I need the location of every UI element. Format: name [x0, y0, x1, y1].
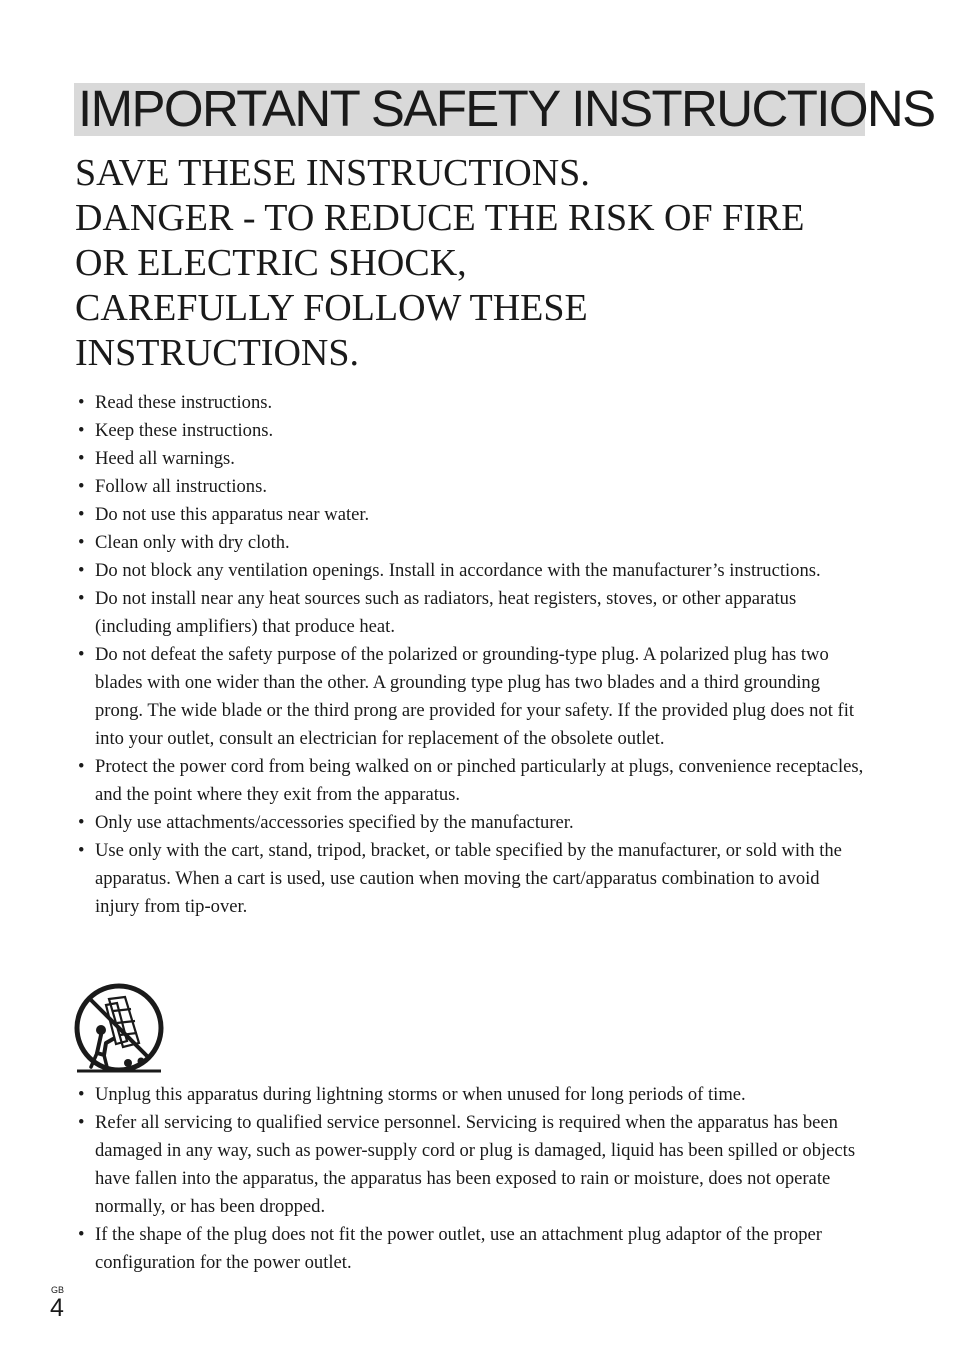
bullet: • — [78, 448, 85, 469]
list-item — [78, 641, 868, 753]
list-item-text: Refer all servicing to qualified service personnel. Servicing is required when the apparatus has been damaged in any way, such as power-supply cord or plug is damaged, liquid has been spilled or objects have fallen into the apparatus, the apparatus has been exposed to rain or moisture, does not operate normally, or has been dropped. — [95, 1112, 856, 1217]
subheading-line: CAREFULLY FOLLOW THESE — [75, 287, 588, 329]
list-item — [78, 1109, 868, 1221]
bullet: • — [78, 1084, 85, 1105]
list-item — [78, 389, 868, 417]
bullet: • — [78, 588, 85, 609]
bullet: • — [78, 392, 85, 413]
list-item-text: Do not block any ventilation openings. Install in accordance with the manufacturer’s instructions. — [95, 560, 821, 581]
cart-tip-over-warning-icon — [73, 983, 165, 1075]
list-item-text: Unplug this apparatus during lightning storms or when unused for long periods of time. — [95, 1084, 746, 1105]
bullet: • — [78, 476, 85, 497]
instruction-list-2 — [78, 1081, 868, 1277]
list-item-text: Protect the power cord from being walked on or pinched particularly at plugs, convenience receptacles, and the point where they exit from the apparatus. — [95, 756, 864, 805]
subheading-line: SAVE THESE INSTRUCTIONS. — [75, 152, 590, 194]
list-item — [78, 557, 868, 585]
subheading-line: INSTRUCTIONS. — [75, 332, 359, 374]
list-item — [78, 417, 868, 445]
bullet: • — [78, 420, 85, 441]
list-item — [78, 445, 868, 473]
instruction-list-1 — [78, 389, 868, 921]
bullet: • — [78, 840, 85, 861]
list-item — [78, 1081, 868, 1109]
list-item-text: Only use attachments/accessories specified by the manufacturer. — [95, 812, 574, 833]
page-title: IMPORTANT SAFETY INSTRUCTIONS — [78, 80, 935, 137]
region-code: GB — [51, 1285, 65, 1295]
subheading-line: OR ELECTRIC SHOCK, — [75, 242, 467, 284]
list-item-text: Use only with the cart, stand, tripod, bracket, or table specified by the manufacturer, or sold with the apparatus. When a cart is used, use caution when moving the cart/apparatus combination to avoid injury from tip-over. — [95, 840, 842, 917]
bullet: • — [78, 532, 85, 553]
list-item-text: Clean only with dry cloth. — [95, 532, 290, 553]
list-item — [78, 1221, 868, 1277]
list-item — [78, 501, 868, 529]
list-item — [78, 837, 868, 921]
list-item — [78, 809, 868, 837]
list-item-text: Heed all warnings. — [95, 448, 235, 469]
bullet: • — [78, 1112, 85, 1133]
bullet: • — [78, 1224, 85, 1245]
list-item-text: Do not install near any heat sources such as radiators, heat registers, stoves, or other apparatus (including amplifiers) that produce heat. — [95, 588, 797, 637]
subheading-line: DANGER - TO REDUCE THE RISK OF FIRE — [75, 197, 805, 239]
bullet: • — [78, 560, 85, 581]
list-item-text: Do not use this apparatus near water. — [95, 504, 370, 525]
list-item-text: Keep these instructions. — [95, 420, 274, 441]
bullet: • — [78, 812, 85, 833]
bullet: • — [78, 504, 85, 525]
page-number: 4 — [50, 1294, 64, 1322]
list-item — [78, 753, 868, 809]
list-item-text: Read these instructions. — [95, 392, 273, 413]
bullet: • — [78, 756, 85, 777]
list-item-text: Follow all instructions. — [95, 476, 267, 497]
list-item-text: If the shape of the plug does not fit the power outlet, use an attachment plug adaptor of the proper configuration for the power outlet. — [95, 1224, 822, 1273]
safety-subheading — [75, 151, 875, 376]
list-item — [78, 585, 868, 641]
bullet: • — [78, 644, 85, 665]
list-item-text: Do not defeat the safety purpose of the polarized or grounding-type plug. A polarized plug has two blades with one wider than the other. A grounding type plug has two blades and a third grounding prong. The wide blade or the third prong are provided for your safety. If the provided plug does not fit into your outlet, consult an electrician for replacement of the obsolete outlet. — [95, 644, 855, 749]
list-item — [78, 473, 868, 501]
list-item — [78, 529, 868, 557]
